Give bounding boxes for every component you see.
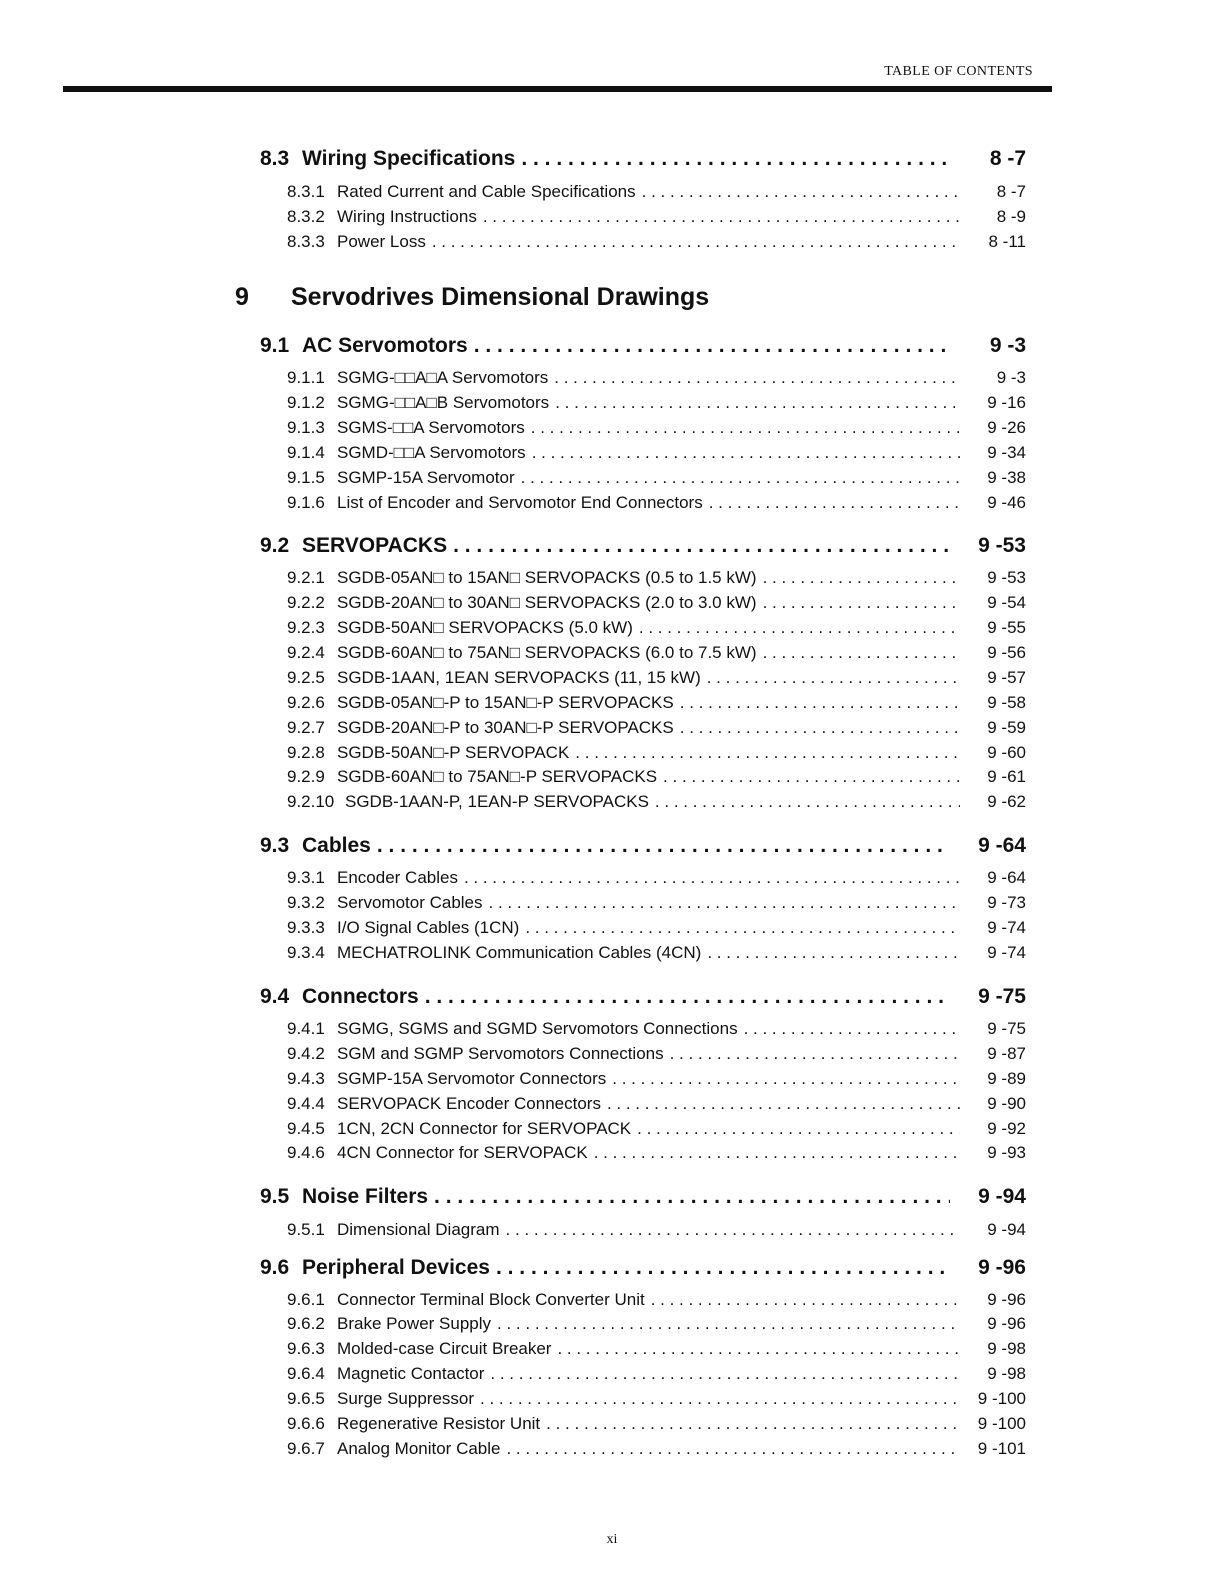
dot-leader [655, 792, 960, 812]
entry-title: SGDB-50AN□ SERVOPACKS (5.0 kW) [337, 618, 633, 637]
entry-title: SGMD-□□A Servomotors [337, 443, 526, 462]
toc-entry[interactable] [287, 693, 1026, 713]
entry-page: 9 -90 [987, 1094, 1026, 1113]
section-number: 9.3 [260, 834, 290, 857]
entry-page: 9 -60 [987, 743, 1026, 762]
section-page: 9 -96 [978, 1256, 1026, 1279]
toc-entry[interactable] [287, 792, 1026, 812]
entry-page: 9 -98 [987, 1339, 1026, 1358]
entry-page: 9 -58 [987, 693, 1026, 712]
dot-leader [651, 1290, 960, 1310]
toc-entry[interactable] [287, 1364, 1026, 1384]
entry-title: SGDB-20AN□-P to 30AN□-P SERVOPACKS [337, 718, 674, 737]
toc-entry[interactable] [287, 493, 1026, 513]
dot-leader [744, 1019, 960, 1039]
entry-page: 9 -92 [987, 1119, 1026, 1138]
entry-number: 9.4.1 [287, 1019, 325, 1038]
entry-title: Dimensional Diagram [337, 1220, 500, 1239]
entry-page: 9 -34 [987, 443, 1026, 462]
dot-leader [425, 985, 950, 1009]
toc-entry[interactable] [287, 1389, 1026, 1409]
dot-leader [607, 1094, 960, 1114]
dot-leader [483, 207, 960, 227]
entry-title: 1CN, 2CN Connector for SERVOPACK [337, 1119, 632, 1138]
entry-title: SGMP-15A Servomotor Connectors [337, 1069, 607, 1088]
dot-leader [525, 918, 960, 938]
entry-number: 9.2.6 [287, 693, 325, 712]
page-number: xi [606, 1532, 618, 1547]
entry-page: 8 -11 [988, 232, 1026, 251]
entry-number: 9.3.1 [287, 868, 325, 887]
toc-entry[interactable] [287, 943, 1026, 963]
toc-entry[interactable] [287, 918, 1026, 938]
dot-leader [763, 593, 960, 613]
dot-leader [555, 393, 960, 413]
entry-page: 9 -74 [987, 943, 1026, 962]
entry-number: 9.6.6 [287, 1414, 325, 1433]
entry-number: 9.4.2 [287, 1044, 325, 1063]
entry-title: SERVOPACK Encoder Connectors [337, 1094, 601, 1113]
dot-leader [432, 232, 960, 252]
entry-title: 4CN Connector for SERVOPACK [337, 1143, 588, 1162]
dot-leader [497, 1314, 960, 1334]
toc-entry[interactable] [287, 568, 1026, 588]
entry-title: SGDB-20AN□ to 30AN□ SERVOPACKS (2.0 to 3.0 kW) [337, 593, 757, 612]
entry-number: 9.6.1 [287, 1290, 325, 1309]
entry-number: 9.2.9 [287, 767, 325, 786]
entry-title: SGMP-15A Servomotor [337, 468, 515, 487]
section-title: SERVOPACKS [302, 534, 448, 557]
dot-leader [594, 1143, 960, 1163]
entry-page: 9 -101 [977, 1439, 1026, 1458]
chapter-title: Servodrives Dimensional Drawings [291, 283, 710, 311]
chapter-heading[interactable] [235, 283, 709, 312]
entry-page: 9 -53 [987, 568, 1026, 587]
entry-number: 9.3.3 [287, 918, 325, 937]
entry-number: 9.1.6 [287, 493, 325, 512]
dot-leader [506, 1439, 960, 1459]
section-number: 9.2 [260, 534, 290, 557]
dot-leader [554, 368, 960, 388]
entry-page: 9 -38 [987, 468, 1026, 487]
entry-number: 9.6.4 [287, 1364, 325, 1383]
section-number: 9.1 [260, 334, 290, 357]
toc-entry[interactable] [287, 1069, 1026, 1089]
toc-entry[interactable] [287, 1220, 1026, 1240]
entry-page: 9 -61 [987, 767, 1026, 786]
entry-title: Molded-case Circuit Breaker [337, 1339, 552, 1358]
entry-page: 9 -94 [987, 1220, 1026, 1239]
entry-number: 9.1.2 [287, 393, 325, 412]
toc-entry[interactable] [287, 1143, 1026, 1163]
entry-page: 9 -100 [977, 1414, 1026, 1433]
entry-title: SGMG-□□A□A Servomotors [337, 368, 549, 387]
section-page: 8 -7 [989, 147, 1026, 170]
dot-leader [377, 834, 950, 858]
entry-title: SGM and SGMP Servomotors Connections [337, 1044, 664, 1063]
entry-page: 9 -96 [987, 1290, 1026, 1309]
entry-title: Connector Terminal Block Converter Unit [337, 1290, 645, 1309]
section-page: 9 -64 [978, 834, 1026, 857]
entry-title: SGDB-50AN□-P SERVOPACK [337, 743, 570, 762]
toc-entry[interactable] [287, 743, 1026, 763]
section-page: 9 -75 [978, 985, 1026, 1008]
toc-entry[interactable] [287, 1019, 1026, 1039]
entry-page: 9 -54 [987, 593, 1026, 612]
entry-title: MECHATROLINK Communication Cables (4CN) [337, 943, 702, 962]
entry-number: 9.1.1 [287, 368, 325, 387]
toc-entry[interactable] [287, 618, 1026, 638]
section-title: Noise Filters [302, 1185, 429, 1208]
entry-title: List of Encoder and Servomotor End Connectors [337, 493, 703, 512]
dot-leader [531, 418, 960, 438]
toc-entry[interactable] [287, 1290, 1026, 1310]
toc-entry[interactable] [287, 207, 1026, 227]
entry-number: 9.5.1 [287, 1220, 325, 1239]
entry-title: Brake Power Supply [337, 1314, 492, 1333]
toc-entry[interactable] [287, 1414, 1026, 1434]
entry-title: Surge Suppressor [337, 1389, 475, 1408]
toc-entry[interactable] [287, 443, 1026, 463]
toc-entry[interactable] [287, 1119, 1026, 1139]
dot-leader [521, 468, 960, 488]
entry-number: 9.2.1 [287, 568, 325, 587]
dot-leader [453, 534, 950, 558]
dot-leader [489, 893, 960, 913]
entry-number: 9.4.4 [287, 1094, 325, 1113]
entry-page: 9 -89 [987, 1069, 1026, 1088]
dot-leader [506, 1220, 960, 1240]
toc-entry[interactable] [287, 393, 1026, 413]
dot-leader [575, 743, 960, 763]
entry-title: SGMG, SGMS and SGMD Servomotors Connections [337, 1019, 738, 1038]
toc-entry[interactable] [287, 643, 1026, 663]
entry-title: Power Loss [337, 232, 426, 251]
dot-leader [546, 1414, 960, 1434]
entry-number: 9.1.5 [287, 468, 325, 487]
toc-entry[interactable] [287, 368, 1026, 388]
entry-page: 8 -7 [996, 182, 1026, 201]
toc-entry[interactable] [287, 1439, 1026, 1459]
entry-title: Regenerative Resistor Unit [337, 1414, 541, 1433]
dot-leader [670, 1044, 960, 1064]
dot-leader [434, 1185, 950, 1209]
entry-number: 9.4.5 [287, 1119, 325, 1138]
entry-number: 9.6.2 [287, 1314, 325, 1333]
dot-leader [612, 1069, 960, 1089]
dot-leader [709, 493, 960, 513]
dot-leader [763, 643, 960, 663]
entry-page: 9 -93 [987, 1143, 1026, 1162]
entry-page: 9 -98 [987, 1364, 1026, 1383]
entry-number: 9.3.4 [287, 943, 325, 962]
dot-leader [763, 568, 960, 588]
entry-page: 9 -56 [987, 643, 1026, 662]
entry-page: 9 -57 [987, 668, 1026, 687]
toc-section-9-4[interactable] [260, 985, 1026, 1009]
entry-number: 9.2.5 [287, 668, 325, 687]
entry-title: Servomotor Cables [337, 893, 483, 912]
dot-leader [474, 334, 950, 358]
entry-title: Encoder Cables [337, 868, 458, 887]
running-header: TABLE OF CONTENTS [884, 64, 1033, 79]
toc-entry[interactable] [287, 232, 1026, 252]
dot-leader [680, 718, 960, 738]
section-page: 9 -94 [978, 1185, 1026, 1208]
toc-entry[interactable] [287, 893, 1026, 913]
entry-page: 9 -46 [987, 493, 1026, 512]
entry-page: 9 -3 [996, 368, 1026, 387]
toc-entry[interactable] [287, 418, 1026, 438]
entry-number: 9.1.4 [287, 443, 325, 462]
entry-title: SGDB-05AN□ to 15AN□ SERVOPACKS (0.5 to 1.5 kW) [337, 568, 757, 587]
dot-leader [464, 868, 960, 888]
dot-leader [637, 1119, 960, 1139]
dot-leader [557, 1339, 960, 1359]
toc-entry[interactable] [287, 718, 1026, 738]
section-title: Wiring Specifications [302, 147, 516, 170]
entry-number: 9.2.10 [287, 792, 335, 811]
section-number: 9.6 [260, 1256, 290, 1279]
entry-page: 9 -73 [987, 893, 1026, 912]
entry-title: SGDB-60AN□ to 75AN□-P SERVOPACKS [337, 767, 658, 786]
dot-leader [532, 443, 960, 463]
toc-entry[interactable] [287, 868, 1026, 888]
entry-page: 9 -74 [987, 918, 1026, 937]
entry-title: SGDB-60AN□ to 75AN□ SERVOPACKS (6.0 to 7.5 kW) [337, 643, 757, 662]
entry-number: 9.2.8 [287, 743, 325, 762]
dot-leader [680, 693, 960, 713]
toc-entry[interactable] [287, 182, 1026, 202]
entry-number: 9.4.3 [287, 1069, 325, 1088]
entry-number: 9.2.4 [287, 643, 325, 662]
toc-section-8-3[interactable] [260, 147, 1026, 171]
entry-number: 9.2.3 [287, 618, 325, 637]
entry-page: 9 -55 [987, 618, 1026, 637]
entry-title: Magnetic Contactor [337, 1364, 485, 1383]
entry-number: 9.2.2 [287, 593, 325, 612]
dot-leader [490, 1364, 960, 1384]
entry-page: 9 -96 [987, 1314, 1026, 1333]
toc-entry[interactable] [287, 1339, 1026, 1359]
section-title: Peripheral Devices [302, 1256, 490, 1279]
section-page: 9 -53 [978, 534, 1026, 557]
entry-page: 9 -26 [987, 418, 1026, 437]
entry-number: 9.4.6 [287, 1143, 325, 1162]
dot-leader [639, 618, 960, 638]
entry-title: SGMG-□□A□B Servomotors [337, 393, 550, 412]
entry-number: 9.2.7 [287, 718, 325, 737]
entry-title: Rated Current and Cable Specifications [337, 182, 636, 201]
chapter-number: 9 [235, 283, 249, 311]
dot-leader [480, 1389, 960, 1409]
entry-title: SGDB-1AAN-P, 1EAN-P SERVOPACKS [345, 792, 649, 811]
dot-leader [707, 943, 960, 963]
toc-section-9-3[interactable] [260, 834, 1026, 858]
header-rule [63, 86, 1052, 92]
entry-page: 9 -62 [987, 792, 1026, 811]
entry-page: 8 -9 [996, 207, 1026, 226]
section-title: AC Servomotors [302, 334, 468, 357]
entry-title: SGMS-□□A Servomotors [337, 418, 525, 437]
entry-number: 8.3.2 [287, 207, 325, 226]
section-number: 9.5 [260, 1185, 290, 1208]
section-number: 8.3 [260, 147, 290, 170]
entry-page: 9 -64 [987, 868, 1026, 887]
entry-number: 9.1.3 [287, 418, 325, 437]
entry-title: I/O Signal Cables (1CN) [337, 918, 520, 937]
toc-section-9-6[interactable] [260, 1256, 1026, 1280]
entry-title: SGDB-05AN□-P to 15AN□-P SERVOPACKS [337, 693, 674, 712]
entry-title: SGDB-1AAN, 1EAN SERVOPACKS (11, 15 kW) [337, 668, 701, 687]
toc-section-9-5[interactable] [260, 1185, 1026, 1209]
entry-page: 9 -16 [987, 393, 1026, 412]
section-title: Cables [302, 834, 371, 857]
toc-entry[interactable] [287, 468, 1026, 488]
entry-title: Wiring Instructions [337, 207, 477, 226]
entry-page: 9 -59 [987, 718, 1026, 737]
toc-entry[interactable] [287, 593, 1026, 613]
entry-page: 9 -87 [987, 1044, 1026, 1063]
entry-number: 9.3.2 [287, 893, 325, 912]
dot-leader [521, 147, 950, 171]
toc-section-9-1[interactable] [260, 334, 1026, 358]
toc-entry[interactable] [287, 1044, 1026, 1064]
entry-page: 9 -100 [977, 1389, 1026, 1408]
entry-title: Analog Monitor Cable [337, 1439, 501, 1458]
section-page: 9 -3 [989, 334, 1026, 357]
section-title: Connectors [302, 985, 419, 1008]
dot-leader [642, 182, 960, 202]
dot-leader [707, 668, 960, 688]
toc-entry[interactable] [287, 767, 1026, 787]
dot-leader [663, 767, 960, 787]
toc-entry[interactable] [287, 1314, 1026, 1334]
entry-number: 9.6.7 [287, 1439, 325, 1458]
entry-number: 8.3.3 [287, 232, 325, 251]
entry-number: 8.3.1 [287, 182, 325, 201]
section-number: 9.4 [260, 985, 290, 1008]
dot-leader [496, 1256, 950, 1280]
toc-section-9-2[interactable] [260, 534, 1026, 558]
toc-entry[interactable] [287, 1094, 1026, 1114]
entry-page: 9 -75 [987, 1019, 1026, 1038]
toc-entry[interactable] [287, 668, 1026, 688]
entry-number: 9.6.3 [287, 1339, 325, 1358]
entry-number: 9.6.5 [287, 1389, 325, 1408]
